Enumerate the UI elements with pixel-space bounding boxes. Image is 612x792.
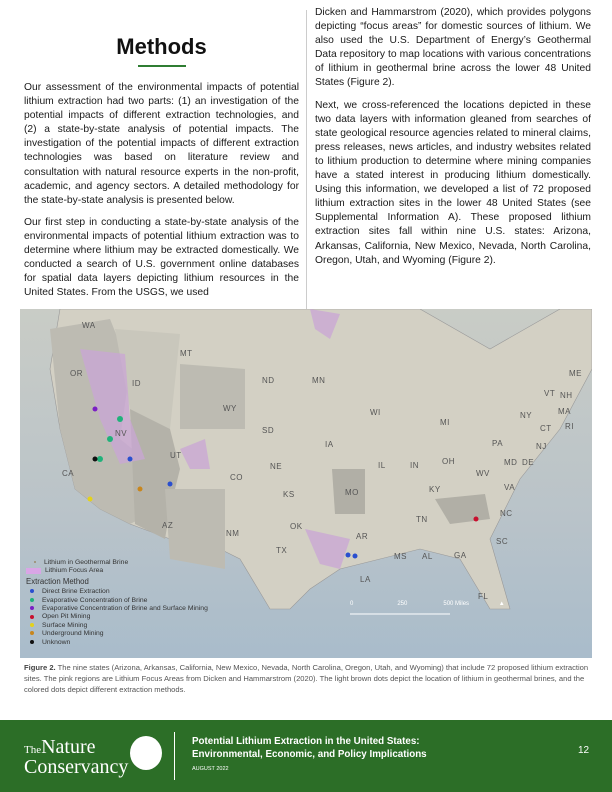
title-underline	[138, 65, 186, 67]
state-label: NE	[270, 462, 283, 471]
footer	[0, 720, 612, 792]
state-label: OK	[290, 522, 303, 531]
state-label: MI	[440, 418, 450, 427]
state-label: OH	[442, 457, 455, 466]
legend-label: Evaporative Concentration of Brine	[42, 596, 148, 604]
state-label: VA	[504, 483, 516, 492]
focus-area-swatch-icon	[26, 568, 41, 574]
state-label: NM	[226, 529, 240, 538]
paragraph: Next, we cross-referenced the locations depicted in these two data layers with information gleaned from searches of state geological resource agencies related to mineral claims, press releases, news articles, and industry websites related to lithium production to determine where mining companies have a stated interest in producing lithium domestically. Using this information, we developed a list of 72 proposed lithium extraction sites in the lower 48 United States (see Supplemental Information A). These proposed lithium extraction sites fall within nine U.S. states: Arizona, Arkansas, California, New Mexico, Nevada, North Carolina, Oregon, Utah, and Wyoming (Figure 2).	[315, 99, 591, 266]
legend-label: Underground Mining	[42, 630, 104, 638]
legend-method	[26, 605, 208, 613]
legend-label: Unknown	[42, 638, 71, 646]
scale-label: 500 Miles	[443, 601, 470, 607]
column-divider	[306, 10, 307, 310]
legend-method	[26, 639, 208, 647]
legend-label: Direct Brine Extraction	[42, 588, 110, 596]
state-label: NH	[560, 391, 573, 400]
left-column	[24, 81, 299, 308]
state-label: SD	[262, 426, 275, 435]
state-label: KY	[429, 485, 441, 494]
state-label: WY	[223, 404, 237, 413]
state-label: NY	[520, 411, 533, 420]
right-column	[315, 6, 591, 276]
legend-label: Evaporative Concentration of Brine and Surface Mining	[42, 605, 208, 613]
state-label: IL	[378, 461, 386, 470]
state-label: TN	[416, 515, 428, 524]
state-label: ND	[262, 376, 275, 385]
report-date: AUGUST 2022	[192, 766, 229, 772]
legend-label: Surface Mining	[42, 621, 88, 629]
method-dot-icon	[30, 589, 34, 593]
figure-caption	[24, 662, 594, 695]
logo-text: Conservancy	[24, 756, 129, 778]
state-label: AZ	[162, 521, 174, 530]
state-label: IA	[325, 440, 334, 449]
legend-label: Lithium in Geothermal Brine	[44, 559, 129, 566]
state-label: SC	[496, 537, 509, 546]
state-label: CT	[540, 424, 552, 433]
state-label: UT	[170, 451, 182, 460]
state-label: CA	[62, 469, 75, 478]
state-label: IN	[410, 461, 419, 470]
state-label: NV	[115, 429, 128, 438]
state-label: MN	[312, 376, 326, 385]
state-label: GA	[454, 551, 467, 560]
state-label: MA	[558, 407, 571, 416]
legend-focus	[26, 567, 208, 575]
legend-label: Open Pit Mining	[42, 613, 91, 621]
scale-label: 250	[397, 601, 408, 607]
state-label: ME	[569, 369, 582, 378]
report-title	[192, 735, 427, 761]
globe-leaf-icon	[130, 736, 162, 770]
state-label: AR	[356, 532, 369, 541]
method-dot-icon	[30, 615, 34, 619]
method-dot-icon	[30, 606, 34, 610]
state-label: VT	[544, 389, 556, 398]
state-label: NJ	[536, 442, 547, 451]
scale-bar	[350, 601, 505, 607]
state-label: OR	[70, 369, 83, 378]
method-dot-icon	[30, 640, 34, 644]
method-dot-icon	[30, 631, 34, 635]
state-label: RI	[565, 422, 574, 431]
legend-method	[26, 622, 208, 630]
legend-method	[26, 588, 208, 596]
footer-divider	[174, 732, 175, 780]
state-label: WV	[476, 469, 490, 478]
paragraph: Dicken and Hammarstrom (2020), which provides polygons depicting “focus areas” for domestic sources of lithium. We also used the U.S. Department of Energy’s Geothermal Data repository to map locations with various concentrations of lithium in geothermal brine across the lower 48 United States (Figure 2).	[315, 7, 591, 89]
report-title-line: Potential Lithium Extraction in the United States:	[192, 736, 420, 747]
state-label: LA	[360, 575, 371, 584]
logo-text: The	[24, 744, 42, 756]
method-dot-icon	[30, 623, 34, 627]
state-label: MD	[504, 458, 518, 467]
geothermal-dot-icon	[34, 561, 36, 563]
caption-label: Figure 2.	[24, 663, 56, 672]
logo-text: Nature	[41, 736, 96, 758]
legend-geothermal	[26, 559, 208, 567]
state-label: TX	[276, 546, 288, 555]
lithium-map	[20, 309, 592, 658]
report-title-line: Environmental, Economic, and Policy Implications	[192, 749, 427, 760]
page-number: 12	[578, 745, 590, 756]
state-label: MO	[345, 488, 359, 497]
state-label: WA	[82, 321, 96, 330]
state-label: CO	[230, 473, 243, 482]
state-label: FL	[478, 592, 489, 601]
state-label: ID	[132, 379, 141, 388]
state-label: PA	[492, 439, 504, 448]
state-label: MS	[394, 552, 407, 561]
state-label: MT	[180, 349, 193, 358]
legend-method	[26, 630, 208, 638]
paragraph: Our assessment of the environmental impacts of potential lithium extraction had two parts: (1) an investigation of the potential impacts of different extraction technologies, and (2) a state-by-state analysis of potential impacts. The investigation of the potential impacts of different extraction technologies was based on literature review and consultation with natural resource experts in the non-profit, academic, and agency sectors. A detailed methodology for the state-by-state analysis is presented below.	[24, 82, 299, 206]
section-title: Methods	[116, 34, 207, 59]
legend-method	[26, 597, 208, 605]
state-label: DE	[522, 458, 535, 467]
scale-label: 0	[350, 601, 354, 607]
map-legend	[26, 559, 208, 647]
state-label: NC	[500, 509, 513, 518]
tnc-logo	[24, 736, 129, 778]
legend-heading: Extraction Method	[26, 576, 89, 586]
state-label: AL	[422, 552, 433, 561]
caption-text: The nine states (Arizona, Arkansas, California, New Mexico, Nevada, North Carolina, Oregon, Utah, and Wyoming) that include 72 proposed lithium extraction sites. The pink regions are Lithium Focus Areas from Dicken and Hammarstrom (2020). The light brown dots depict the location of lithium in geothermal brines, and the colored dots depict different extraction methods.	[24, 663, 589, 694]
legend-method	[26, 613, 208, 621]
north-arrow-icon: ▲	[498, 601, 505, 607]
state-label: KS	[283, 490, 295, 499]
state-label: WI	[370, 408, 381, 417]
method-dot-icon	[30, 598, 34, 602]
legend-label: Lithium Focus Area	[45, 567, 104, 575]
paragraph: Our first step in conducting a state-by-state analysis of the environmental impacts of potential lithium extraction was to determine where lithium may be extracted domestically. We conducted a search of U.S. government online databases for spatial data layers depicting lithium resources in the United States. From the USGS, we used	[24, 216, 299, 299]
